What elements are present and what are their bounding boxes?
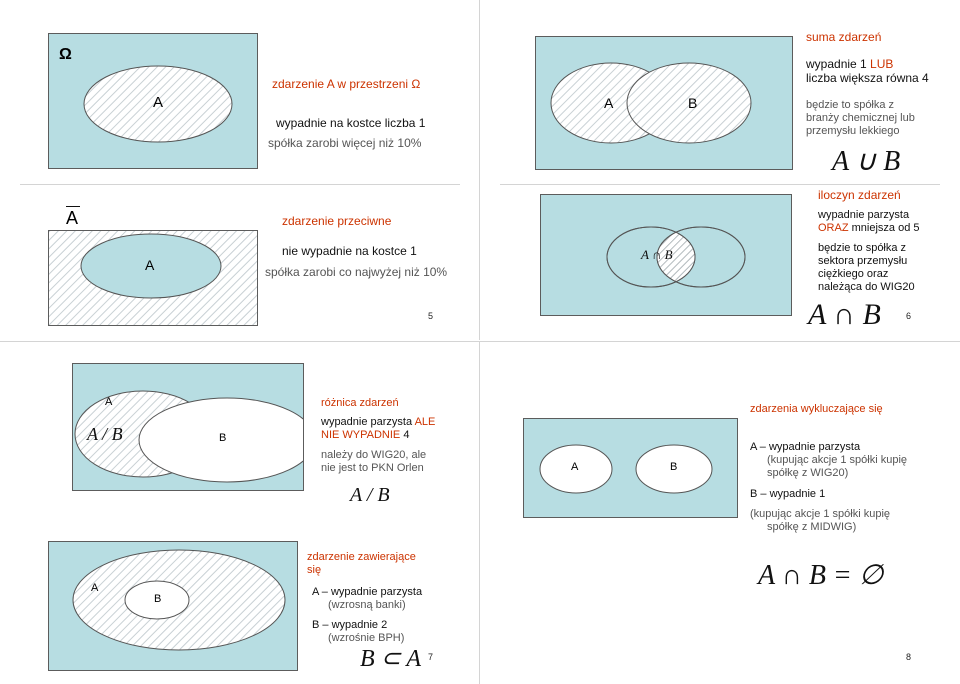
difference-b-label: B xyxy=(219,432,227,444)
vertical-divider-bottom xyxy=(479,342,480,684)
difference-formula: A / B xyxy=(350,484,390,506)
intersection-line-2 xyxy=(818,221,920,235)
exclusive-a-label: A xyxy=(571,461,579,473)
intersection-diagram-label: A ∩ B xyxy=(641,247,673,262)
union-company-1: będzie to spółka z xyxy=(806,99,895,111)
page-number-8: 8 xyxy=(906,652,912,662)
exclusive-a-sub-2: spółkę z WIG20) xyxy=(767,467,849,479)
complement-a-label: A xyxy=(145,257,155,273)
exclusive-b-sub-1: (kupując akcje 1 spółki kupię xyxy=(750,508,891,520)
difference-line-2-rest: 4 xyxy=(400,429,410,441)
exclusive-panel xyxy=(523,418,738,518)
union-formula: A ∪ B xyxy=(832,146,901,177)
difference-line-2 xyxy=(321,428,409,442)
containing-diagram xyxy=(49,542,297,670)
intersection-line-2-rest: mniejsza od 5 xyxy=(848,222,920,234)
union-company-2: branży chemicznej lub xyxy=(806,112,915,124)
title-exclusive: zdarzenia wykluczające się xyxy=(750,403,883,415)
title-containing-2: się xyxy=(307,564,322,576)
difference-line-1-text: wypadnie parzysta xyxy=(321,416,415,428)
intersection-company-2: sektora przemysłu xyxy=(818,255,908,267)
union-b-label: B xyxy=(688,95,698,111)
union-company-3: przemysłu lekkiego xyxy=(806,125,900,137)
page-number-6: 6 xyxy=(906,311,912,321)
exclusive-a-line: A – wypadnie parzysta xyxy=(750,441,861,453)
containing-formula: B ⊂ A xyxy=(360,646,421,672)
containing-b-sub: (wzrośnie BPH) xyxy=(328,632,405,644)
difference-line-1 xyxy=(321,415,435,429)
containing-panel xyxy=(48,541,298,671)
intersection-oraz: ORAZ xyxy=(818,222,849,234)
intersection-company-4: należąca do WIG20 xyxy=(818,281,915,293)
difference-company-1: należy do WIG20, ale xyxy=(321,449,427,461)
sample-space-panel xyxy=(48,33,258,169)
difference-company-2: nie jest to PKN Orlen xyxy=(321,462,424,474)
page-number-7: 7 xyxy=(428,652,434,662)
intersection-line-1: wypadnie parzysta xyxy=(818,209,910,221)
event-example-company: spółka zarobi więcej niż 10% xyxy=(268,136,422,150)
complement-example-company: spółka zarobi co najwyżej niż 10% xyxy=(265,265,448,279)
page-number-5: 5 xyxy=(428,311,434,321)
exclusive-b-sub-2: spółkę z MIDWIG) xyxy=(767,521,857,533)
difference-ale: ALE xyxy=(414,416,436,428)
title-union: suma zdarzeń xyxy=(806,30,882,44)
union-diagram xyxy=(536,37,792,169)
difference-panel xyxy=(72,363,304,491)
union-a-label: A xyxy=(604,95,614,111)
title-complement: zdarzenie przeciwne xyxy=(282,214,392,228)
inner-divider-left-top xyxy=(20,184,460,185)
event-example-die: wypadnie na kostce liczba 1 xyxy=(276,116,426,130)
title-containing-1: zdarzenie zawierające xyxy=(307,551,416,563)
containing-a-sub: (wzrosną banki) xyxy=(328,599,406,611)
union-panel xyxy=(535,36,793,170)
inner-divider-right-top xyxy=(500,184,940,185)
containing-a-line: A – wypadnie parzysta xyxy=(312,586,423,598)
containing-a-label: A xyxy=(91,582,99,594)
title-difference: różnica zdarzeń xyxy=(321,397,399,409)
complement-symbol-letter: A xyxy=(66,208,79,228)
title-intersection: iloczyn zdarzeń xyxy=(818,188,901,202)
complement-panel xyxy=(48,230,258,326)
omega-label: Ω xyxy=(59,46,72,63)
exclusive-b-line: B – wypadnie 1 xyxy=(750,488,826,500)
complement-example-die: nie wypadnie na kostce 1 xyxy=(282,244,417,258)
horizontal-divider xyxy=(0,341,960,342)
event-a-label: A xyxy=(153,94,164,111)
intersection-company-1: będzie to spółka z xyxy=(818,242,907,254)
intersection-company-3: ciężkiego oraz xyxy=(818,268,889,280)
complement-background xyxy=(49,231,257,325)
exclusive-diagram xyxy=(524,419,737,517)
exclusive-b-label: B xyxy=(670,461,678,473)
containing-b-label: B xyxy=(154,593,162,605)
complement-symbol xyxy=(66,206,80,229)
union-lub: LUB xyxy=(870,57,894,71)
union-line-2: liczba większa równa 4 xyxy=(806,71,929,85)
exclusive-a-sub-1: (kupując akcje 1 spółki kupię xyxy=(767,454,908,466)
difference-nie-wypadnie: NIE WYPADNIE xyxy=(321,429,401,441)
union-line-1-text: wypadnie 1 xyxy=(806,57,871,71)
union-line-1 xyxy=(806,57,893,72)
difference-a-label: A xyxy=(105,396,113,408)
vertical-divider-top xyxy=(479,0,480,340)
containing-b-line: B – wypadnie 2 xyxy=(312,619,388,631)
exclusive-formula: A ∩ B = ∅ xyxy=(758,560,884,591)
intersection-formula: A ∩ B xyxy=(808,298,881,331)
title-event-in-space: zdarzenie A w przestrzeni Ω xyxy=(272,77,421,91)
difference-formula-inside: A / B xyxy=(87,424,123,444)
intersection-panel xyxy=(540,194,792,316)
